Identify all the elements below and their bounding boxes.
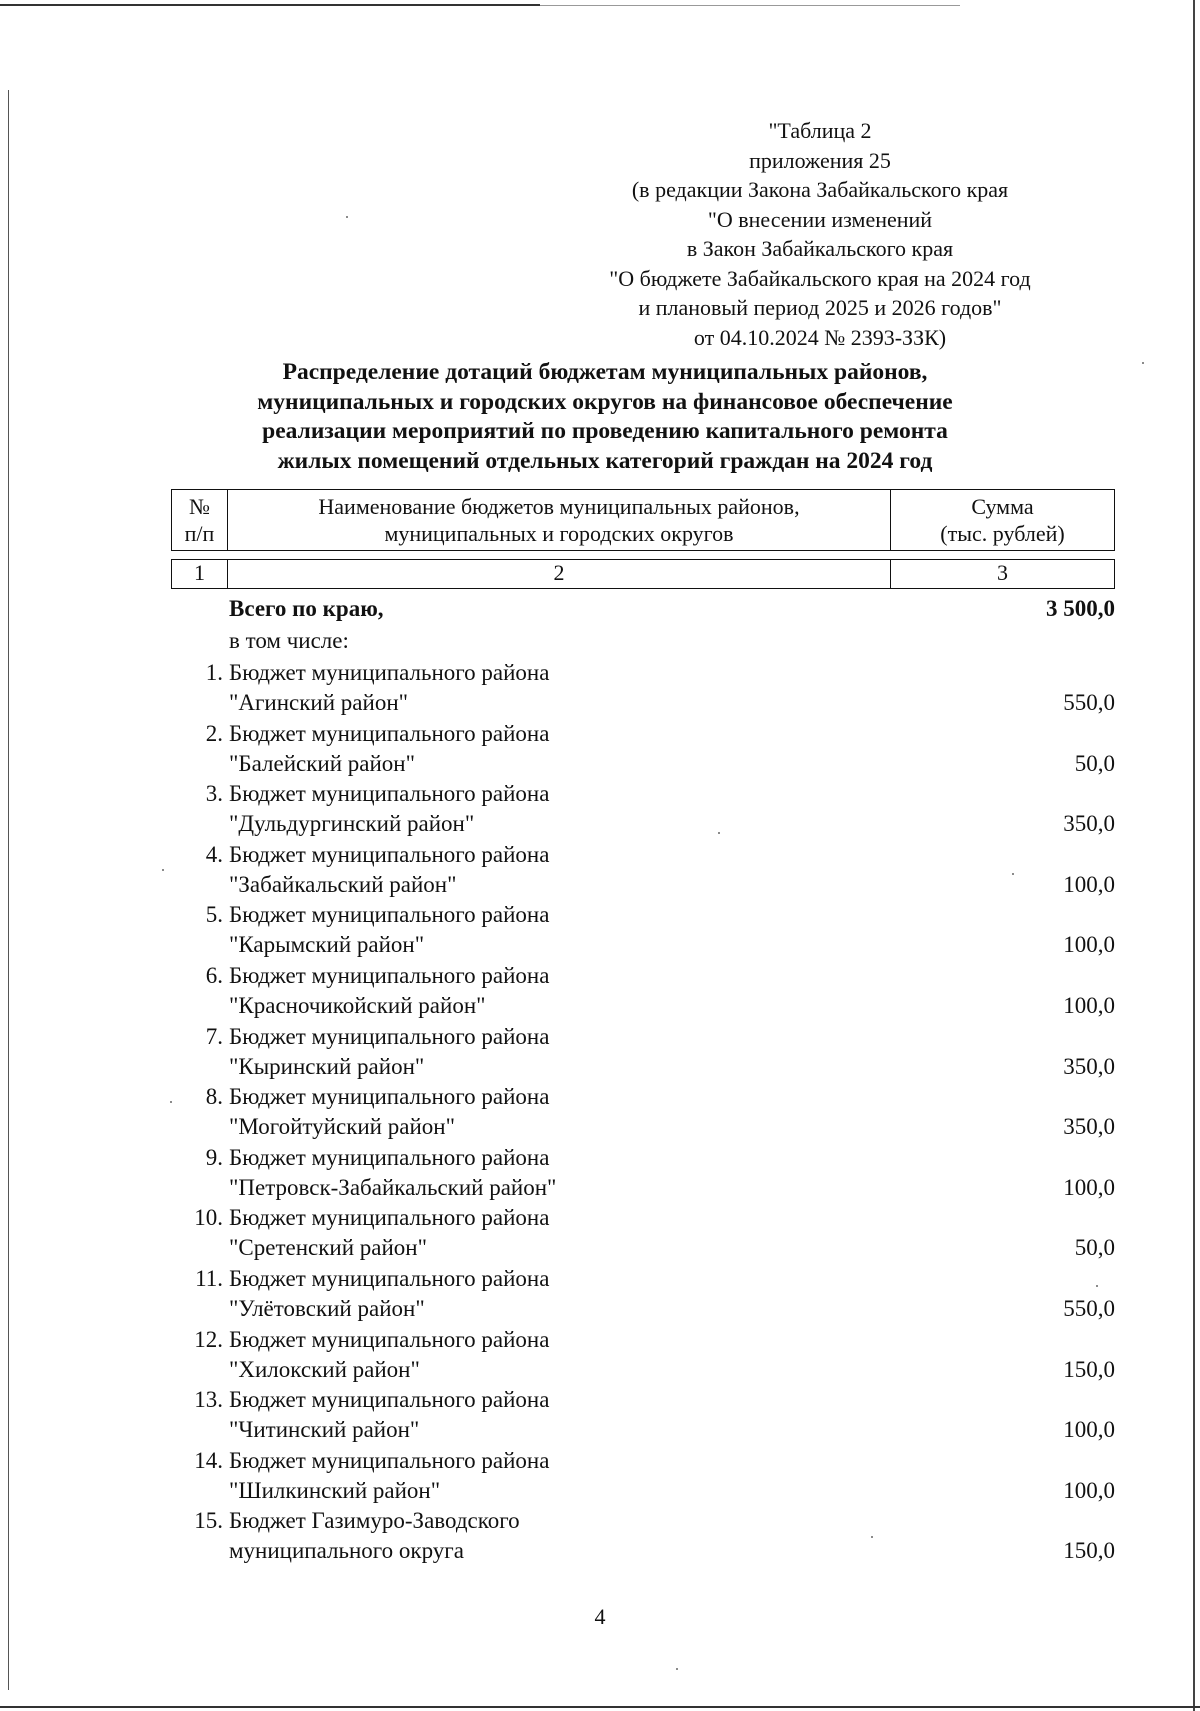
row-name-line2: "Красночикойский район"	[229, 992, 486, 1018]
table-row	[171, 1022, 1115, 1083]
row-name-line1: Бюджет муниципального района	[229, 1387, 550, 1413]
row-amount: 100,0	[1063, 871, 1115, 897]
row-amount: 100,0	[1063, 932, 1115, 958]
appendix-header	[540, 116, 1100, 352]
header-cell-amount: Сумма (тыс. рублей)	[940, 494, 1065, 546]
row-name-line1: Бюджет муниципального района	[229, 1084, 550, 1110]
including-row	[171, 624, 1115, 658]
row-number: 8.	[205, 1084, 223, 1110]
column-numbers-row	[171, 559, 1115, 589]
row-name-line1: Бюджет муниципального района	[229, 720, 550, 746]
row-name-line2: "Сретенский район"	[229, 1235, 427, 1261]
row-number: 12.	[194, 1326, 223, 1352]
table-row	[171, 840, 1115, 901]
row-number: 3.	[205, 781, 223, 807]
row-name-line1: Бюджет муниципального района	[229, 660, 550, 685]
scan-speck	[162, 869, 164, 871]
row-name-line1: Бюджет Газимуро-Заводского	[229, 1508, 520, 1534]
scan-speck	[718, 832, 720, 834]
row-amount: 50,0	[1074, 750, 1115, 776]
header-line: приложения 25	[749, 147, 891, 173]
scan-edge-left	[8, 90, 9, 1690]
row-number: 10.	[194, 1205, 223, 1231]
scan-speck	[170, 1101, 172, 1103]
scan-speck	[871, 1536, 873, 1538]
title-line: Распределение дотаций бюджетам муниципальных районов,	[282, 359, 928, 385]
header-cell-number: № п/п	[172, 490, 228, 550]
row-number: 1.	[205, 660, 223, 685]
table-row	[171, 779, 1115, 840]
row-amount: 150,0	[1063, 1538, 1115, 1564]
title-line: муниципальных и городских округов на финансовое обеспечение	[257, 388, 953, 415]
row-amount: 550,0	[1063, 690, 1115, 715]
header-cell-name: Наименование бюджетов муниципальных районов, муниципальных и городских округов	[228, 490, 891, 550]
row-number: 5.	[205, 902, 223, 928]
scan-speck	[1142, 362, 1144, 364]
row-name-line1: Бюджет муниципального района	[229, 1326, 550, 1352]
row-amount: 150,0	[1063, 1356, 1115, 1382]
row-amount: 350,0	[1063, 811, 1115, 837]
table-row	[171, 1082, 1115, 1143]
table-row	[171, 719, 1115, 780]
header-line: в Закон Забайкальского края	[686, 236, 954, 261]
scan-edge-top	[0, 4, 540, 6]
row-name-line2: "Балейский район"	[229, 750, 415, 776]
table-row	[171, 1203, 1115, 1264]
row-amount: 100,0	[1063, 1477, 1115, 1503]
header-line: (в редакции Закона Забайкальского края	[631, 177, 1009, 202]
row-amount: 50,0	[1074, 1235, 1115, 1261]
row-number: 14.	[194, 1447, 223, 1473]
row-number: 9.	[205, 1144, 223, 1170]
row-name-line2: "Читинский район"	[229, 1417, 420, 1443]
table-row	[171, 1446, 1115, 1507]
table-row	[171, 1506, 1115, 1567]
total-amount: 3 500,0	[1046, 596, 1115, 621]
column-number: 1	[172, 560, 228, 588]
table-row	[171, 1264, 1115, 1325]
row-name-line2: "Кыринский район"	[229, 1053, 425, 1079]
column-number: 2	[228, 560, 891, 588]
row-name-line2: "Шилкинский район"	[229, 1477, 441, 1503]
total-row	[171, 594, 1115, 624]
row-number: 2.	[205, 720, 223, 746]
total-label: Всего по краю,	[229, 596, 384, 621]
scan-speck	[1012, 873, 1014, 875]
row-name-line1: Бюджет муниципального района	[229, 1265, 550, 1291]
row-name-line1: Бюджет муниципального района	[229, 1023, 550, 1049]
header-line: "О бюджете Забайкальского края на 2024 год	[609, 265, 1031, 291]
row-amount: 100,0	[1063, 1174, 1115, 1200]
row-name-line2: "Агинский район"	[229, 690, 409, 715]
row-name-line2: "Карымский район"	[229, 932, 425, 958]
row-number: 7.	[205, 1023, 223, 1049]
row-number: 13.	[194, 1387, 223, 1413]
header-line: "О внесении изменений	[707, 206, 933, 232]
scan-edge-bottom	[0, 1706, 1200, 1708]
row-amount: 100,0	[1063, 992, 1115, 1018]
row-name-line1: Бюджет муниципального района	[229, 1144, 550, 1170]
row-name-line1: Бюджет муниципального района	[229, 962, 550, 988]
budget-rows	[171, 658, 1115, 1567]
table-row	[171, 1325, 1115, 1386]
row-name-line2: "Дульдургинский район"	[229, 811, 475, 837]
row-name-line2: "Петровск-Забайкальский район"	[229, 1174, 557, 1200]
header-line: от 04.10.2024 № 2393-ЗЗК)	[693, 324, 947, 350]
row-name-line2: "Забайкальский район"	[229, 871, 457, 897]
row-number: 6.	[205, 962, 223, 988]
row-name-line1: Бюджет муниципального района	[229, 902, 550, 928]
table-row	[171, 1143, 1115, 1204]
table-header	[171, 489, 1115, 551]
row-amount: 100,0	[1063, 1417, 1115, 1443]
scan-edge-right	[1193, 0, 1195, 1711]
page-number: 4	[594, 1604, 606, 1629]
table-row	[171, 1385, 1115, 1446]
row-name-line2: муниципального округа	[229, 1538, 464, 1564]
table-row	[171, 961, 1115, 1022]
scan-edge-top-faint	[540, 5, 960, 6]
header-line: и плановый период 2025 и 2026 годов"	[638, 295, 1002, 320]
row-amount: 350,0	[1063, 1114, 1115, 1140]
row-name-line1: Бюджет муниципального района	[229, 781, 550, 807]
row-name-line1: Бюджет муниципального района	[229, 1447, 550, 1473]
table-row	[171, 900, 1115, 961]
scan-speck	[1096, 1285, 1098, 1287]
table-row	[171, 658, 1115, 719]
table-body	[171, 594, 1115, 1567]
row-amount: 350,0	[1063, 1053, 1115, 1079]
title-line: жилых помещений отдельных категорий граждан на 2024 год	[277, 447, 933, 474]
row-number: 4.	[205, 841, 223, 867]
row-name-line1: Бюджет муниципального района	[229, 841, 550, 867]
including-label: в том числе:	[229, 628, 349, 653]
row-name-line2: "Хилокский район"	[229, 1356, 420, 1382]
document-title	[180, 358, 1030, 476]
row-amount: 550,0	[1063, 1295, 1115, 1321]
row-name-line2: "Могойтуйский район"	[229, 1114, 455, 1140]
scan-speck	[676, 1668, 678, 1670]
row-number: 11.	[195, 1265, 223, 1291]
header-line: "Таблица 2	[768, 118, 872, 143]
title-line: реализации мероприятий по проведению капитального ремонта	[262, 418, 948, 444]
row-name-line1: Бюджет муниципального района	[229, 1205, 550, 1231]
row-name-line2: "Улётовский район"	[229, 1295, 425, 1321]
column-number: 3	[997, 560, 1008, 585]
row-number: 15.	[194, 1508, 223, 1534]
scan-speck	[346, 216, 348, 218]
